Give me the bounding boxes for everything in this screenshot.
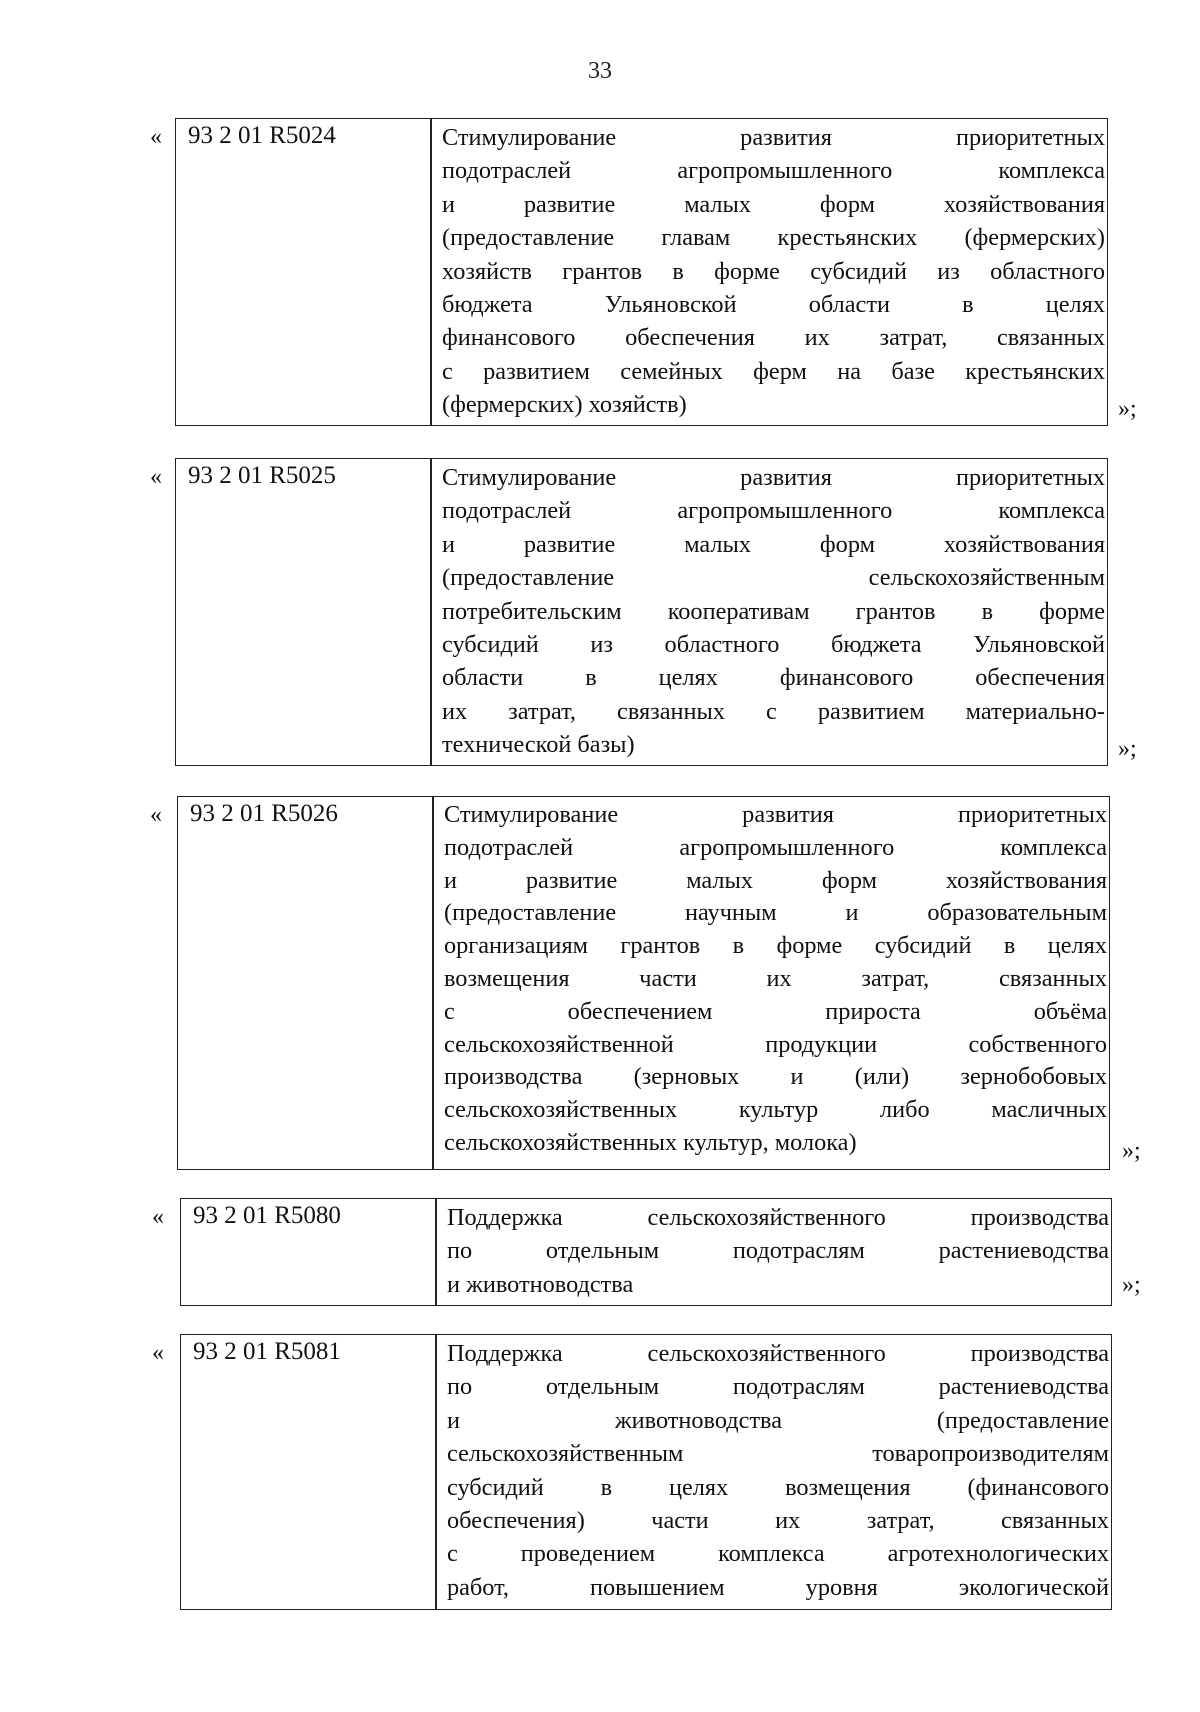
description-line: Поддержка сельскохозяйственного производства	[447, 1204, 1109, 1231]
description-cell	[436, 1198, 1112, 1306]
description-line: хозяйств грантов в форме субсидий из областного	[442, 257, 1105, 285]
description-cell	[436, 1334, 1112, 1610]
description-line: субсидий из областного бюджета Ульяновской	[442, 631, 1105, 659]
description-line: технической базы)	[442, 731, 635, 759]
table-row	[150, 796, 1141, 1170]
closing-quote: »;	[1122, 1272, 1141, 1298]
opening-quote: «	[150, 124, 162, 150]
description-line: сельскохозяйственных культур, молока)	[444, 1128, 857, 1156]
description-line: и развитие малых форм хозяйствования	[444, 866, 1107, 894]
description-line: финансового обеспечения их затрат, связанных	[442, 324, 1105, 352]
description-line: потребительским кооперативам грантов в форме	[442, 597, 1105, 625]
budget-code: 93 2 01 R5081	[193, 1338, 341, 1365]
budget-code-cell	[180, 1334, 436, 1610]
description-line: Стимулирование развития приоритетных	[444, 801, 1107, 828]
page-number: 33	[588, 58, 612, 84]
closing-quote: »;	[1118, 396, 1137, 422]
description-text	[442, 461, 1105, 762]
description-line: (предоставление главам крестьянских (фермерских)	[442, 224, 1105, 252]
description-line: с обеспечением прироста объёма	[444, 997, 1107, 1025]
table-row	[152, 1198, 1141, 1306]
closing-quote: »;	[1122, 1138, 1141, 1164]
description-line: (предоставление научным и образовательным	[444, 899, 1107, 927]
description-line: и животноводства (предоставление	[447, 1406, 1109, 1434]
budget-code: 93 2 01 R5026	[190, 800, 338, 827]
description-line: Стимулирование развития приоритетных	[442, 124, 1105, 151]
description-line: сельскохозяйственной продукции собственного	[444, 1030, 1107, 1058]
description-line: бюджета Ульяновской области в целях	[442, 291, 1105, 319]
description-line: Поддержка сельскохозяйственного производства	[447, 1340, 1109, 1367]
description-text	[444, 799, 1107, 1160]
description-line: подотраслей агропромышленного комплекса	[444, 833, 1107, 861]
description-text	[447, 1337, 1109, 1604]
description-line: с проведением комплекса агротехнологических	[447, 1540, 1109, 1568]
description-line: и животноводства	[447, 1270, 634, 1298]
description-line: организациям грантов в форме субсидий в целях	[444, 932, 1107, 960]
description-line: обеспечения) части их затрат, связанных	[447, 1507, 1109, 1535]
description-cell	[431, 458, 1108, 766]
description-line: их затрат, связанных с развитием материально-	[442, 697, 1105, 725]
description-line: и развитие малых форм хозяйствования	[442, 190, 1105, 218]
opening-quote: «	[152, 1204, 164, 1230]
description-line: и развитие малых форм хозяйствования	[442, 530, 1105, 558]
opening-quote: «	[150, 802, 162, 828]
budget-code-cell	[175, 458, 431, 766]
description-line: по отдельным подотраслям растениеводства	[447, 1373, 1109, 1401]
description-line: (фермерских) хозяйств)	[442, 391, 687, 419]
description-cell	[431, 118, 1108, 426]
description-line: работ, повышением уровня экологической	[447, 1573, 1109, 1601]
budget-code-cell	[175, 118, 431, 426]
description-line: с развитием семейных ферм на базе крестьянских	[442, 357, 1105, 385]
description-line: производства (зерновых и (или) зернобобовых	[444, 1063, 1107, 1091]
description-line: Стимулирование развития приоритетных	[442, 464, 1105, 491]
description-cell	[433, 796, 1110, 1170]
table-row	[152, 1334, 1124, 1610]
description-line: (предоставление сельскохозяйственным	[442, 564, 1105, 592]
budget-code: 93 2 01 R5025	[188, 462, 336, 489]
description-line: возмещения части их затрат, связанных	[444, 964, 1107, 992]
description-line: субсидий в целях возмещения (финансового	[447, 1473, 1109, 1501]
closing-quote: »;	[1118, 736, 1137, 762]
budget-code: 93 2 01 R5024	[188, 122, 336, 149]
description-text	[442, 121, 1105, 422]
table-row	[150, 118, 1137, 426]
budget-code-cell	[180, 1198, 436, 1306]
description-line: сельскохозяйственным товаропроизводителям	[447, 1440, 1109, 1468]
description-line: области в целях финансового обеспечения	[442, 664, 1105, 692]
budget-code: 93 2 01 R5080	[193, 1202, 341, 1229]
opening-quote: «	[150, 464, 162, 490]
description-text	[447, 1201, 1109, 1301]
description-line: по отдельным подотраслям растениеводства	[447, 1237, 1109, 1265]
budget-code-cell	[177, 796, 433, 1170]
description-line: подотраслей агропромышленного комплекса	[442, 497, 1105, 525]
table-row	[150, 458, 1137, 766]
description-line: сельскохозяйственных культур либо масличных	[444, 1096, 1107, 1124]
opening-quote: «	[152, 1340, 164, 1366]
description-line: подотраслей агропромышленного комплекса	[442, 157, 1105, 185]
